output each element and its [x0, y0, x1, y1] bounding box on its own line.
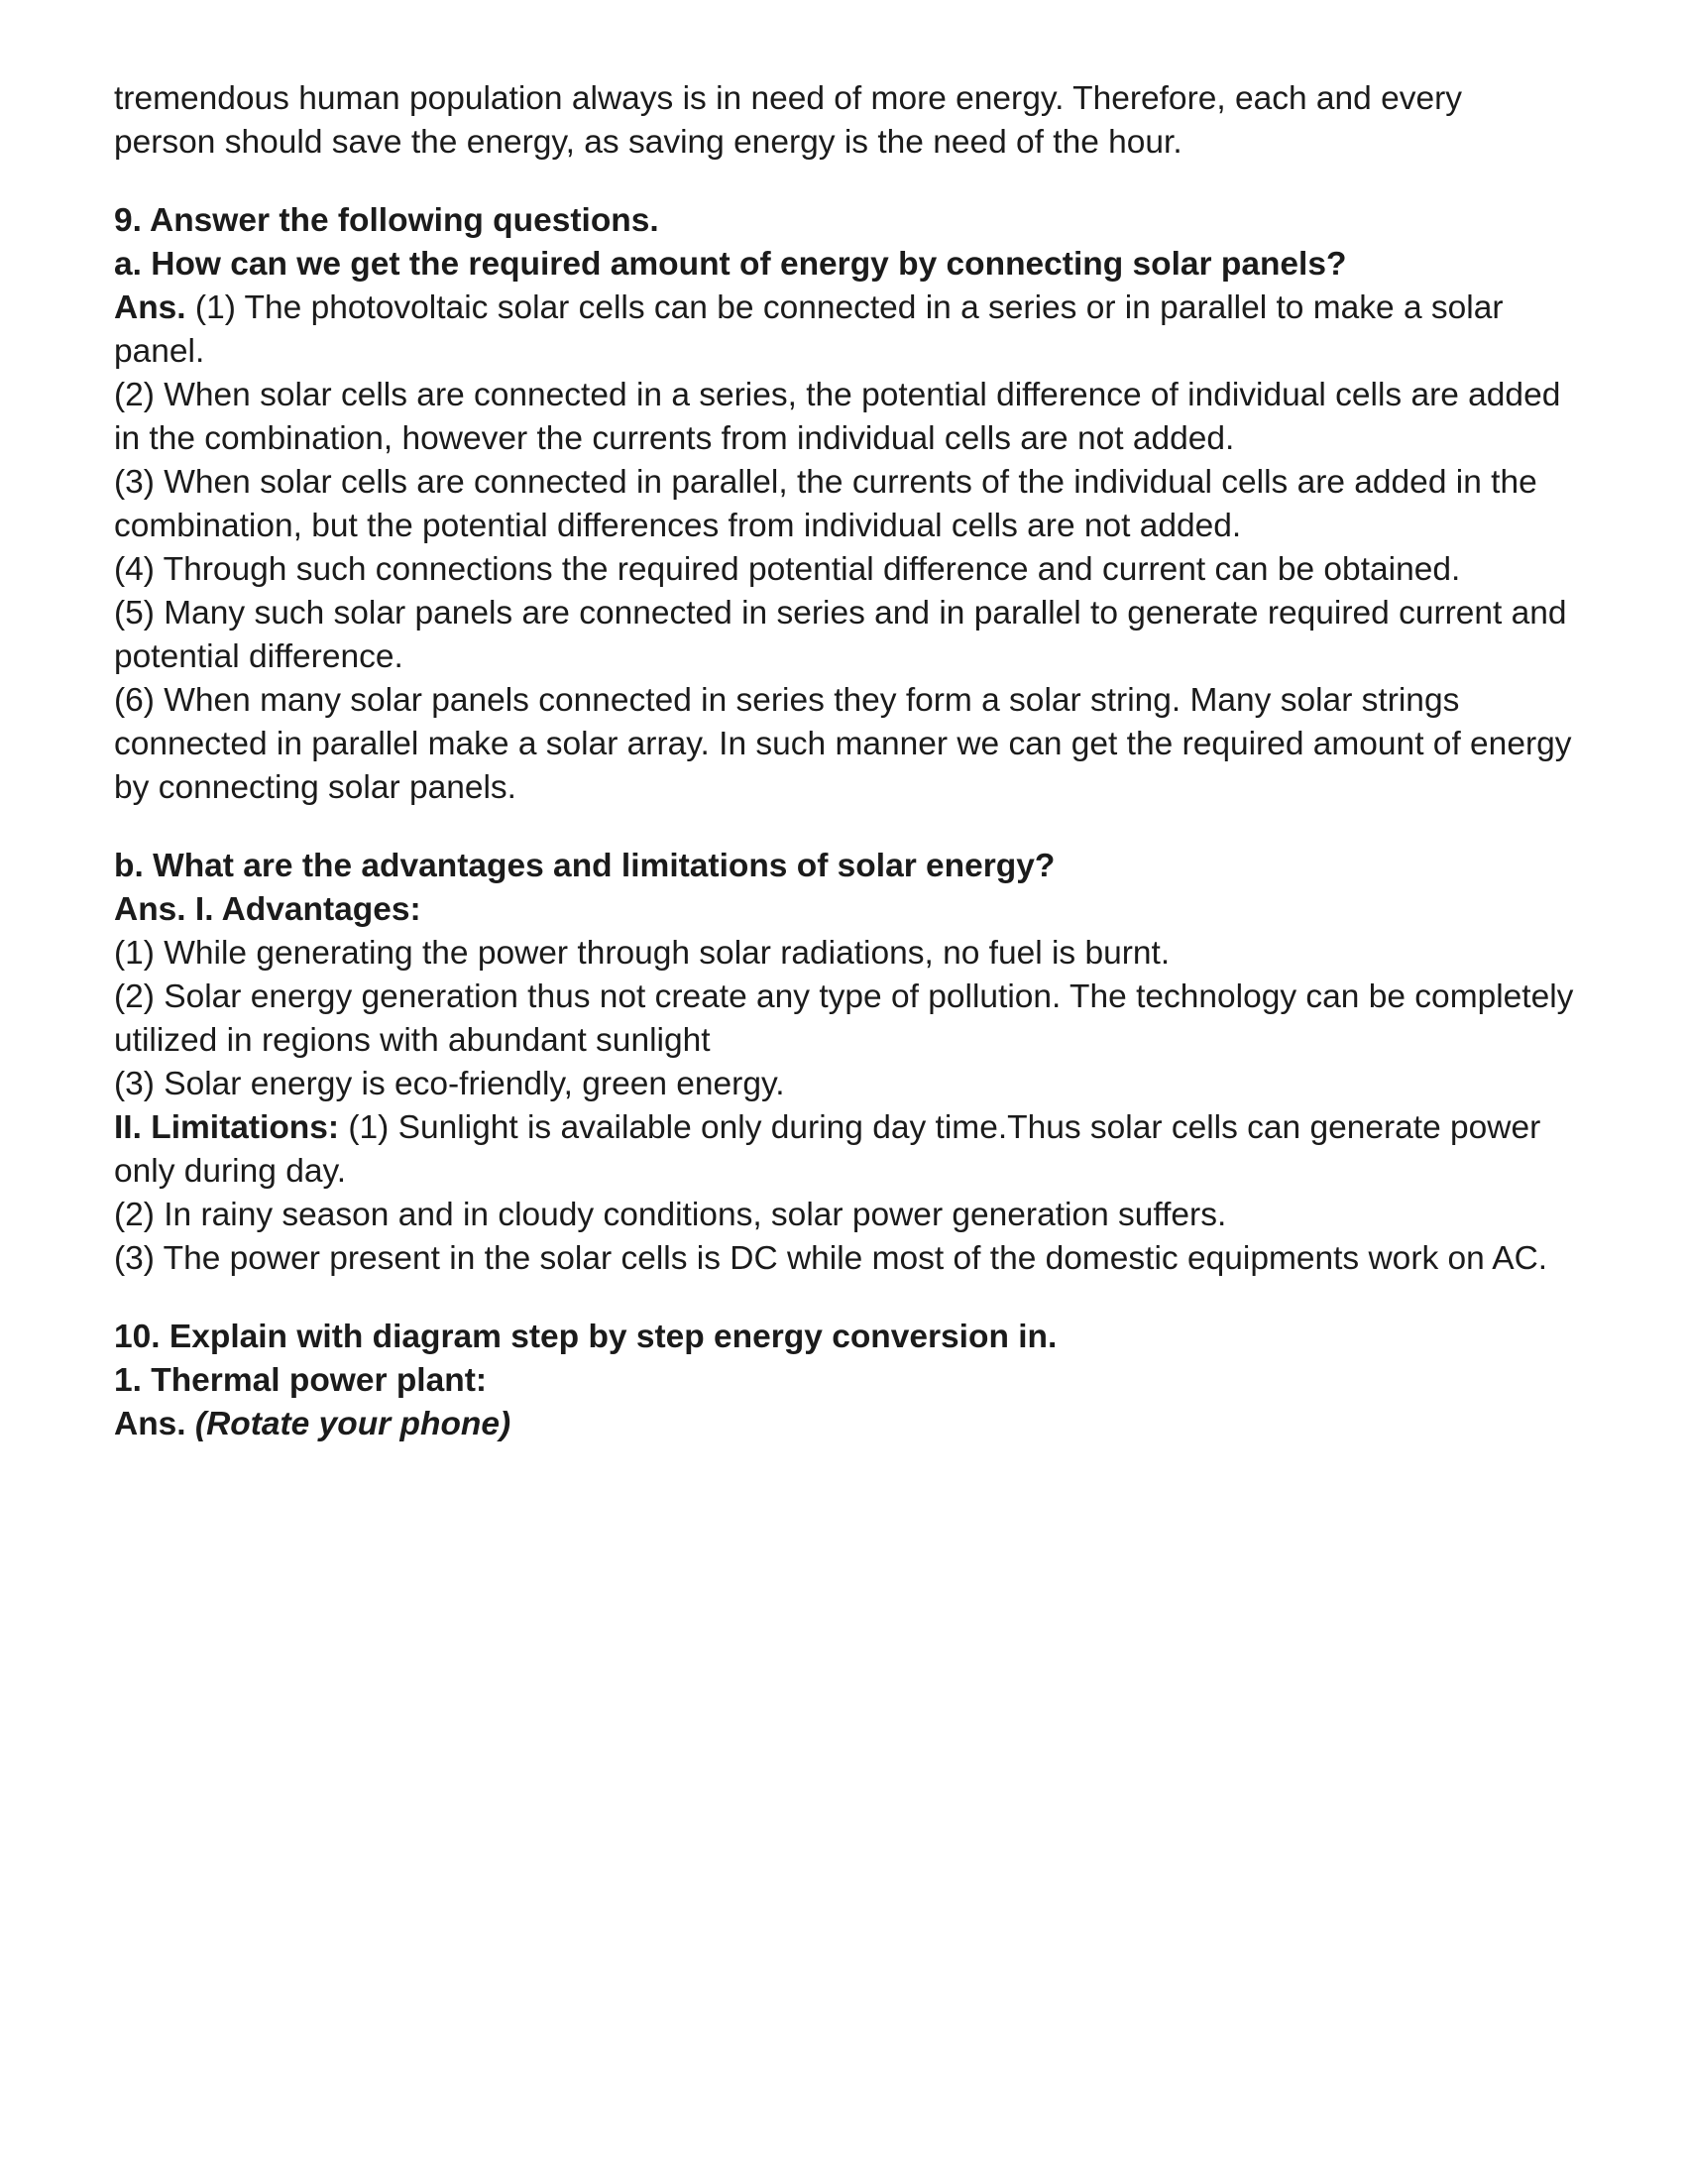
question-9	[114, 199, 1591, 1281]
intro-paragraph	[114, 77, 1591, 165]
answer-9a-point-1: Ans. (1) The photovoltaic solar cells can be connected in a series or in parallel to make a solar panel.	[114, 289, 1504, 370]
limitation-3: (3) The power present in the solar cells is DC while most of the domestic equipments work on AC.	[114, 1240, 1548, 1277]
answer-9a-point-3: (3) When solar cells are connected in parallel, the currents of the individual cells are added in the combination, but the potential differences from individual cells are not added.	[114, 464, 1537, 544]
rotate-phone-note: (Rotate your phone)	[194, 1406, 511, 1442]
advantage-2: (2) Solar energy generation thus not create any type of pollution. The technology can be completely utilized in regions with abundant sunlight	[114, 978, 1574, 1059]
question-9a: a. How can we get the required amount of energy by connecting solar panels?	[114, 246, 1347, 283]
question-9b: b. What are the advantages and limitations of solar energy?	[114, 848, 1056, 884]
question-9-heading: 9. Answer the following questions.	[114, 202, 659, 239]
document-page	[114, 77, 1591, 1446]
intro-line-2: person should save the energy, as saving energy is the need of the hour.	[114, 124, 1182, 161]
advantage-3: (3) Solar energy is eco-friendly, green energy.	[114, 1066, 785, 1102]
answer-label: Ans.	[114, 289, 186, 326]
answer-9a-point-4: (4) Through such connections the required potential difference and current can be obtained.	[114, 551, 1461, 588]
answer-10	[114, 1403, 1591, 1446]
limitation-1: II. Limitations: (1) Sunlight is available only during day time.Thus solar cells can generate power only during day.	[114, 1109, 1541, 1190]
advantage-1: (1) While generating the power through solar radiations, no fuel is burnt.	[114, 935, 1171, 972]
question-10-heading: 10. Explain with diagram step by step energy conversion in.	[114, 1319, 1058, 1355]
answer-9a-point-5: (5) Many such solar panels are connected in series and in parallel to generate required current and potential difference.	[114, 595, 1567, 675]
answer-9a-point-6: (6) When many solar panels connected in series they form a solar string. Many solar strings connected in parallel make a solar array. In such manner we can get the required amount of energy by connecting solar panels.	[114, 682, 1572, 806]
answer-label: Ans.	[114, 1406, 186, 1442]
answer-9a-point-2: (2) When solar cells are connected in a series, the potential difference of individual cells are added in the combination, however the currents from individual cells are not added.	[114, 377, 1561, 457]
question-10	[114, 1316, 1591, 1446]
question-10-subheading: 1. Thermal power plant:	[114, 1362, 488, 1399]
advantages-heading: Ans. I. Advantages:	[114, 891, 421, 928]
limitations-label: II. Limitations:	[114, 1109, 340, 1146]
limitation-2: (2) In rainy season and in cloudy conditions, solar power generation suffers.	[114, 1197, 1227, 1233]
intro-line-1: tremendous human population always is in need of more energy. Therefore, each and every	[114, 80, 1463, 117]
